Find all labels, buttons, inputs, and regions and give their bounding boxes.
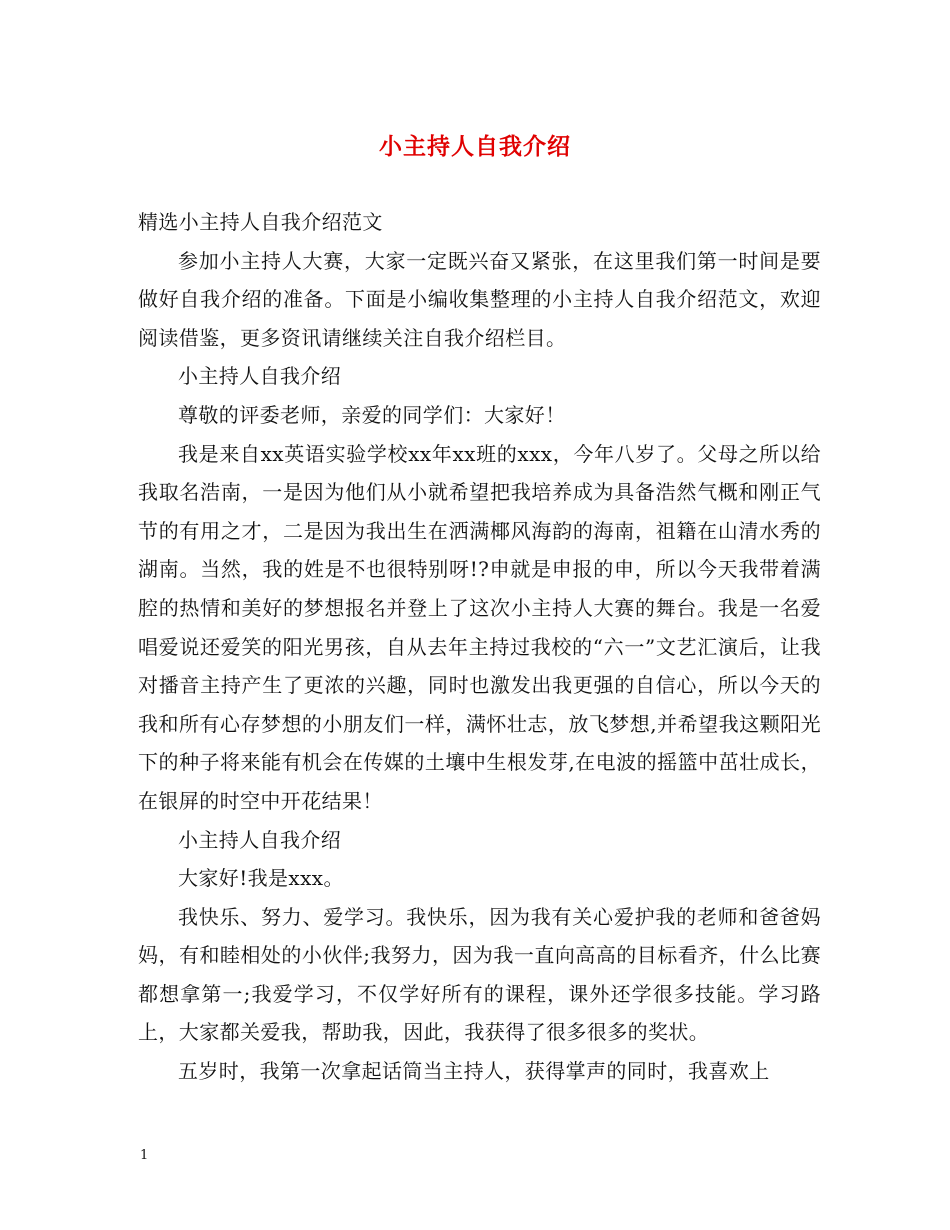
paragraph-body-1: 我是来自xx英语实验学校xx年xx班的xxx，今年八岁了。父母之所以给我取名浩南，一是因为他们从小就希望把我培养成为具备浩然气概和刚正气节的有用之才，二是因为我出生在洒满椰风海韵的海南，祖籍在山清水秀的湖南。当然，我的姓是不也很特别呀!?申就是申报的申，所以今天我带着满腔的热情和美好的梦想报名并登上了这次小主持人大赛的舞台。我是一名爱唱爱说还爱笑的阳光男孩，自从去年主持过我校的“六一”文艺汇演后，让我对播音主持产生了更浓的兴趣，同时也激发出我更强的自信心，所以今天的我和所有心存梦想的小朋友们一样，满怀壮志，放飞梦想,并希望我这颗阳光下的种子将来能有机会在传媒的土壤中生根发芽,在电波的摇篮中茁壮成长，在银屏的时空中开花结果！ [138,441,821,813]
paragraph-hello: 大家好!我是xxx。 [178,866,344,891]
document-title: 小主持人自我介绍 [379,133,571,160]
section-heading-1: 小主持人自我介绍 [178,364,342,389]
paragraph-body-3: 五岁时，我第一次拿起话筒当主持人，获得掌声的同时，我喜欢上 [178,1059,770,1084]
page-number: 1 [140,1148,149,1163]
paragraph-subtitle: 精选小主持人自我介绍范文 [138,210,383,234]
paragraph-greeting: 尊敬的评委老师，亲爱的同学们：大家好！ [178,402,566,427]
document-body [138,203,821,1091]
paragraph-body-2: 我快乐、努力、爱学习。我快乐，因为我有关心爱护我的老师和爸爸妈妈，有和睦相处的小伙伴;我努力，因为我一直向高高的目标看齐，什么比赛都想拿第一;我爱学习，不仅学好所有的课程，课外还学很多技能。学习路上，大家都关爱我，帮助我，因此，我获得了很多很多的奖状。 [138,904,821,1045]
section-heading-2: 小主持人自我介绍 [178,827,342,852]
paragraph-intro: 参加小主持人大赛，大家一定既兴奋又紧张，在这里我们第一时间是要做好自我介绍的准备。下面是小编收集整理的小主持人自我介绍范文，欢迎阅读借鉴，更多资讯请继续关注自我介绍栏目。 [138,248,821,350]
